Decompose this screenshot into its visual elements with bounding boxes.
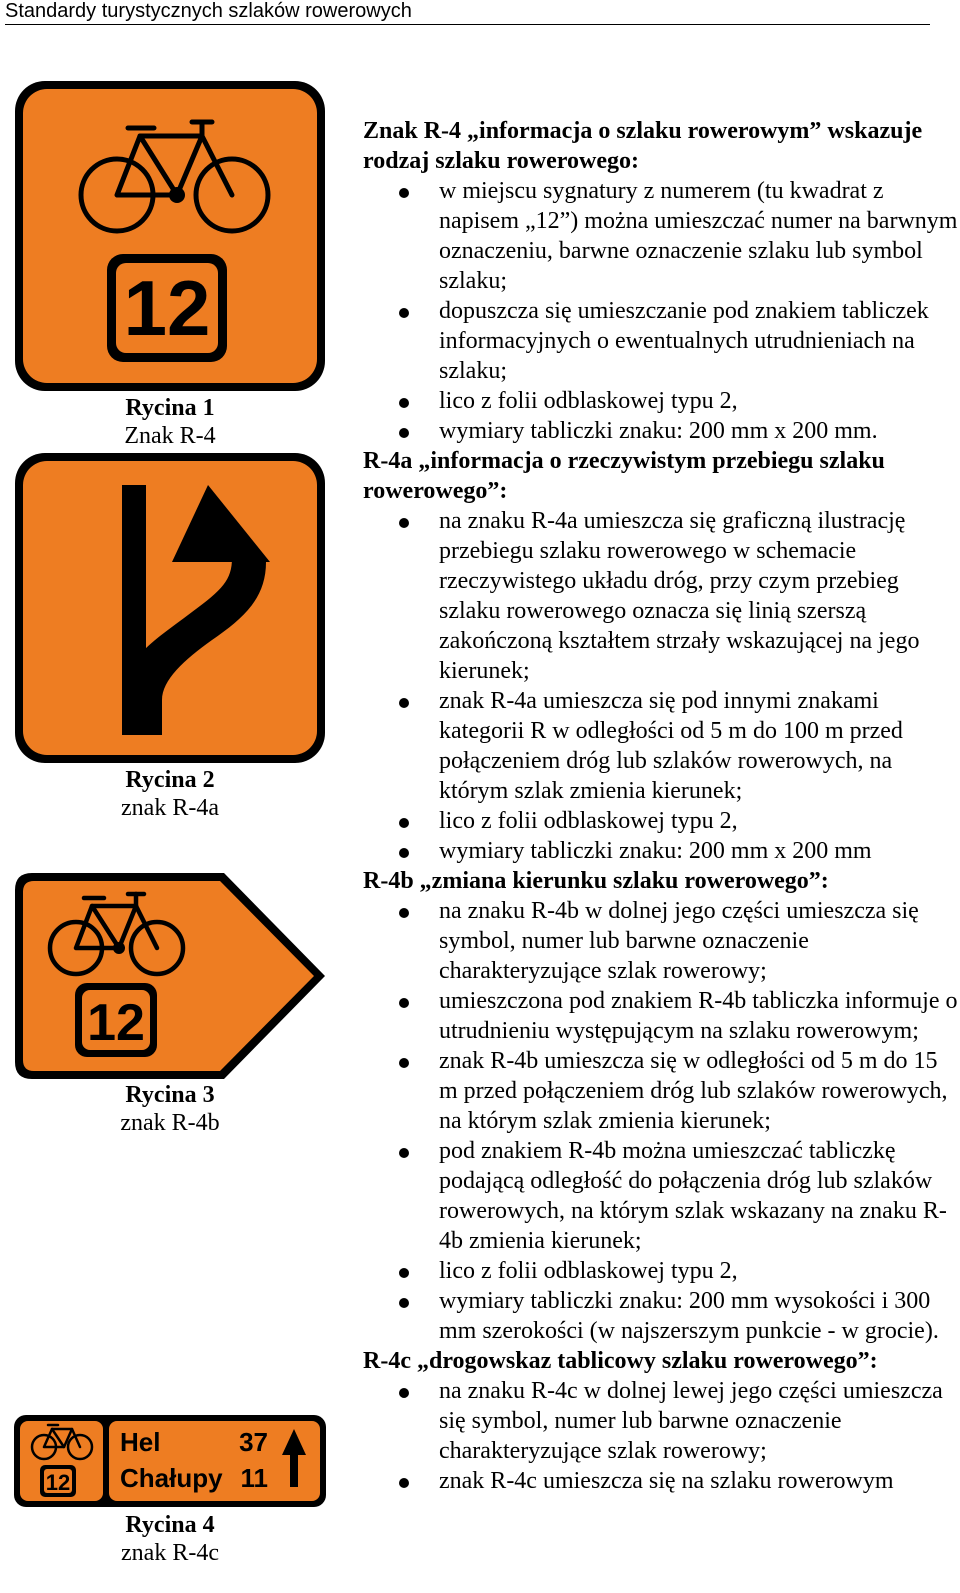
list-item: lico z folii odblaskowej typu 2, [363,1256,960,1286]
list-item: pod znakiem R-4b można umieszczać tabliczkę podającą odległość do połączenia dróg lub szlaków rowerowych, na którym szlak wskazany na znaku R-4b zmienia kierunek; [363,1136,960,1256]
destination-distance: 37 [239,1427,268,1457]
sign-number: 12 [123,264,211,352]
sign-number: 12 [87,994,145,1052]
figure-name: znak R-4c [121,1540,219,1566]
bullet-list-r4 [363,176,960,446]
page-header: Standardy turystycznych szlaków rowerowych [5,0,930,25]
figure-number: Rycina 4 [125,1512,215,1538]
list-item: na znaku R-4b w dolnej jego części umieszcza się symbol, numer lub barwne oznaczenie charakteryzujące szlak rowerowy; [363,896,960,986]
list-item: znak R-4b umieszcza się w odległości od 5 m do 15 m przed połączeniem dróg lub szlaków rowerowych, na którym szlak zmienia kierunek; [363,1046,960,1136]
sign-r4b [12,870,328,1082]
sign-r4 [12,78,328,394]
figure-name: znak R-4a [121,795,219,821]
section-title-r4b: R-4b „zmiana kierunku szlaku rowerowego”: [363,868,829,894]
figure-caption-1 [0,394,340,450]
figure-number: Rycina 1 [125,395,215,421]
list-item: na znaku R-4c w dolnej lewej jego części umieszcza się symbol, numer lub barwne oznaczenie charakteryzujące szlak rowerowy; [363,1376,960,1466]
bullet-list-r4a [363,506,960,866]
sign-number: 12 [45,1470,71,1495]
figure-caption-3 [0,1081,340,1137]
list-item: lico z folii odblaskowej typu 2, [363,806,960,836]
section-title-r4a: R-4a „informacja o rzeczywistym przebiegu szlaku rowerowego”: [363,448,885,504]
figure-caption-2 [0,766,340,822]
destination-distance: 11 [240,1463,268,1493]
section-title-r4: Znak R-4 „informacja o szlaku rowerowym” wskazuje rodzaj szlaku rowerowego: [363,118,923,174]
list-item: znak R-4a umieszcza się pod innymi znakami kategorii R w odległości od 5 m do 100 m przed połączeniem dróg lub szlaków rowerowych, na którym szlak zmienia kierunek; [363,686,960,806]
destination-place: Chałupy [120,1463,223,1493]
figure-name: znak R-4b [120,1110,220,1136]
list-item: wymiary tabliczki znaku: 200 mm wysokości i 300 mm szerokości (w najszerszym punkcie - w grocie). [363,1286,960,1346]
destination-place: Hel [120,1427,161,1457]
list-item: wymiary tabliczki znaku: 200 mm x 200 mm. [363,416,960,446]
figure-number: Rycina 2 [125,767,215,793]
section-title-r4c: R-4c „drogowskaz tablicowy szlaku rowerowego”: [363,1348,878,1374]
bullet-list-r4c [363,1376,960,1496]
figure-caption-4 [0,1511,340,1567]
list-item: w miejscu sygnatury z numerem (tu kwadrat z napisem „12”) można umieszczać numer na barwnym oznaczeniu, barwne oznaczenie szlaku lub symbol szlaku; [363,176,960,296]
list-item: wymiary tabliczki znaku: 200 mm x 200 mm [363,836,960,866]
sign-descriptions [363,116,960,1496]
figure-number: Rycina 3 [125,1082,215,1108]
sign-r4c [12,1413,328,1509]
list-item: umieszczona pod znakiem R-4b tabliczka informuje o utrudnieniu występującym na szlaku rowerowym; [363,986,960,1046]
list-item: znak R-4c umieszcza się na szlaku rowerowym [363,1466,960,1496]
bullet-list-r4b [363,896,960,1346]
sign-r4a [12,450,328,766]
list-item: na znaku R-4a umieszcza się graficzną ilustrację przebiegu szlaku rowerowego w schemacie rzeczywistego układu dróg, przy czym przebieg szlaku rowerowego oznacza się linią szerszą zakończoną kształtem strzały wskazującej na jego kierunek; [363,506,960,686]
list-item: dopuszcza się umieszczanie pod znakiem tabliczek informacyjnych o ewentualnych utrudnieniach na szlaku; [363,296,960,386]
figure-name: Znak R-4 [124,423,216,449]
list-item: lico z folii odblaskowej typu 2, [363,386,960,416]
